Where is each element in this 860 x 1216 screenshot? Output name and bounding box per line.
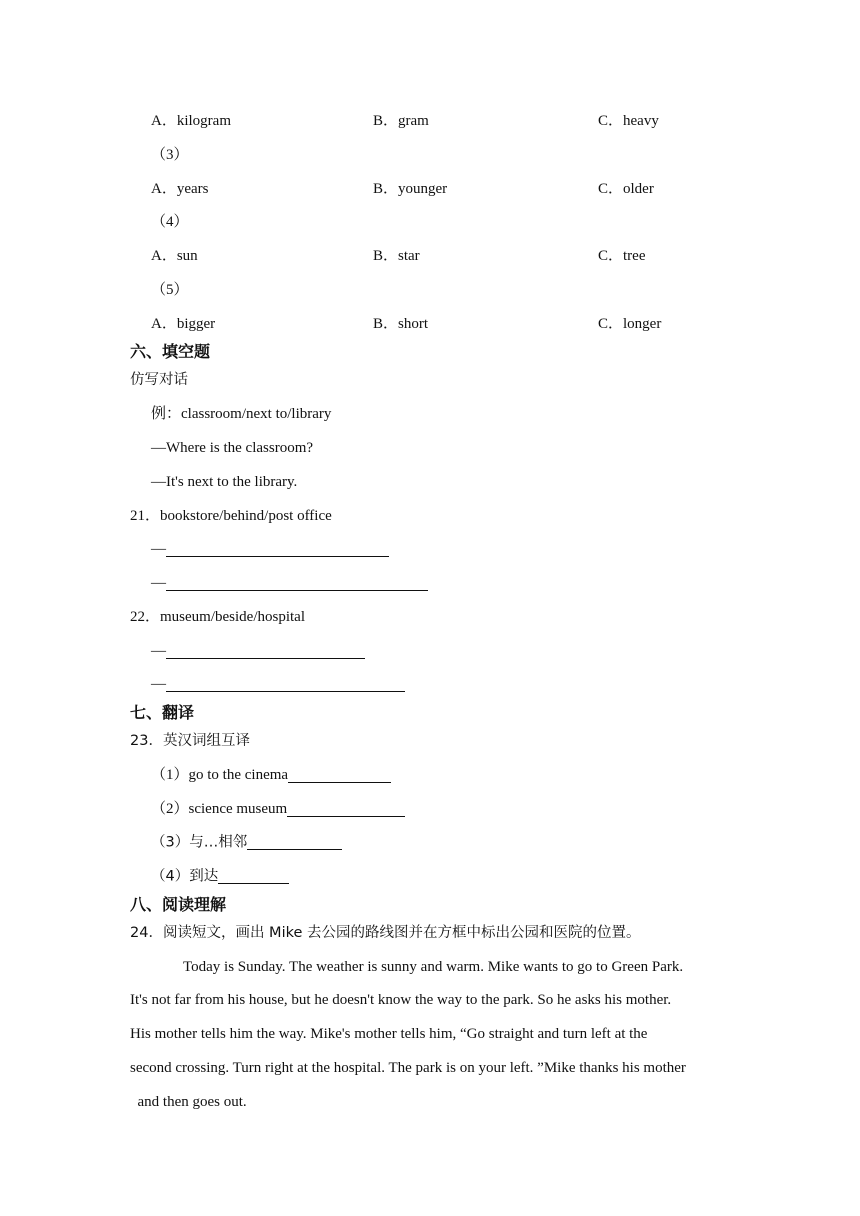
blank[interactable] (166, 677, 405, 692)
passage-line: His mother tells him the way. Mike's mother tells him, “Go straight and turn left at the (130, 1026, 648, 1042)
option-a[interactable]: A．years (151, 181, 209, 197)
passage-line: Today is Sunday. The weather is sunny and warm. Mike wants to go to Green Park. (183, 959, 684, 975)
blank[interactable] (287, 802, 405, 817)
blank[interactable] (288, 768, 391, 783)
answer-line[interactable] (151, 644, 365, 659)
section-heading: 六、填空题 (130, 342, 211, 361)
example-answer: —It's next to the library. (151, 474, 298, 490)
item-number: （5） (151, 282, 189, 298)
option-b[interactable]: B．younger (373, 181, 448, 197)
option-b[interactable]: B．gram (373, 113, 429, 129)
option-c[interactable]: C．older (598, 181, 654, 197)
option-b[interactable]: B．star (373, 248, 420, 264)
dash: — (151, 541, 166, 557)
example-prompt: 例：classroom/next to/library (151, 406, 332, 422)
translation-item: （1）go to the cinema (151, 768, 391, 783)
item-number: （4） (151, 214, 189, 230)
option-c[interactable]: C．longer (598, 316, 662, 332)
blank[interactable] (218, 869, 289, 884)
question-23: 23．英汉词组互译 (130, 733, 250, 749)
blank[interactable] (166, 576, 428, 591)
translation-item: （2）science museum (151, 802, 405, 817)
dash: — (151, 643, 166, 659)
option-a[interactable]: A．bigger (151, 316, 216, 332)
instruction: 仿写对话 (130, 372, 188, 388)
question-21: 21．bookstore/behind/post office (130, 508, 332, 524)
example-question: —Where is the classroom? (151, 440, 314, 456)
blank[interactable] (166, 542, 389, 557)
option-c[interactable]: C．tree (598, 248, 646, 264)
option-a[interactable]: A．sun (151, 248, 198, 264)
passage-line: It's not far from his house, but he doesn't know the way to the park. So he asks his mother. (130, 992, 672, 1008)
blank[interactable] (247, 835, 342, 850)
item-number: （3） (151, 147, 189, 163)
section-heading: 七、翻译 (130, 703, 195, 722)
section-heading: 八、阅读理解 (130, 895, 227, 914)
answer-line[interactable] (151, 677, 405, 692)
passage-line: and then goes out. (130, 1094, 247, 1110)
translation-item: （3）与…相邻 (151, 835, 342, 850)
question-24: 24．阅读短文，画出 Mike 去公园的路线图并在方框中标出公园和医院的位置。 (130, 925, 641, 941)
option-b[interactable]: B．short (373, 316, 429, 332)
question-22: 22．museum/beside/hospital (130, 609, 305, 625)
option-c[interactable]: C．heavy (598, 113, 659, 129)
answer-line[interactable] (151, 542, 389, 557)
answer-line[interactable] (151, 576, 428, 591)
translation-item: （4）到达 (151, 869, 289, 884)
blank[interactable] (166, 644, 365, 659)
dash: — (151, 676, 166, 692)
passage-line: second crossing. Turn right at the hospital. The park is on your left. ”Mike thanks his mother (130, 1060, 686, 1076)
dash: — (151, 575, 166, 591)
option-a[interactable]: A．kilogram (151, 113, 231, 129)
